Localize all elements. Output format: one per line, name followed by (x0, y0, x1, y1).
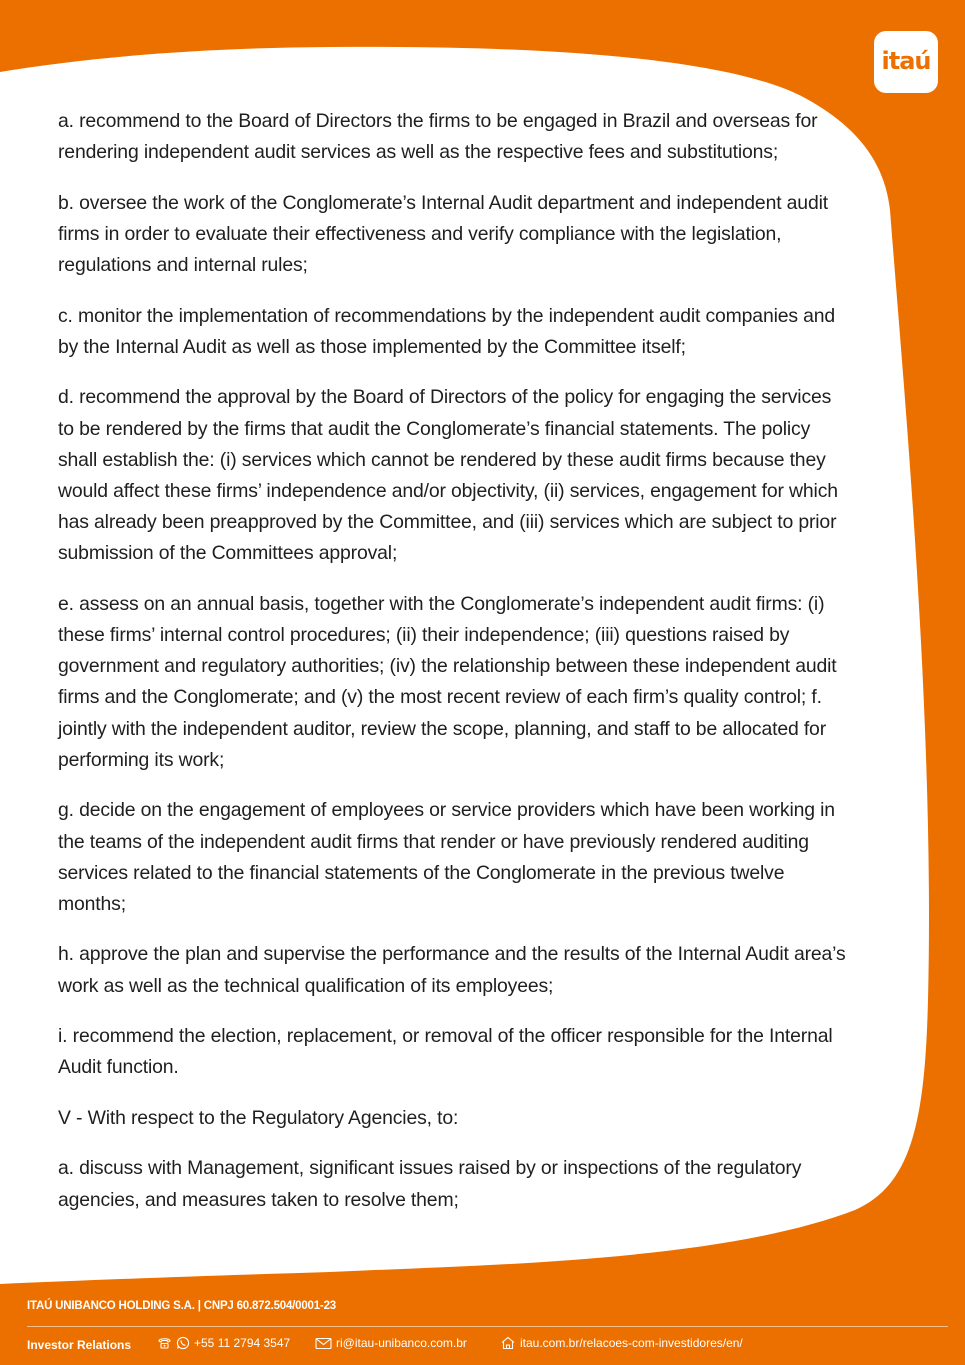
paragraph-a: a. recommend to the Board of Directors the firms to be engaged in Brazil and overseas for rendering independent audit services as well as the respective fees and substitutions; (58, 110, 818, 164)
footer-website[interactable] (500, 1334, 743, 1352)
paragraph-g: g. decide on the engagement of employees or service providers which have been working in the teams of the independent audit firms that render or have previously rendered auditing services related to the financial statements of the Conglomerate in the previous twelve months; (58, 799, 835, 915)
document-body (58, 106, 848, 1235)
footer-email[interactable] (315, 1334, 467, 1352)
mail-icon (315, 1337, 332, 1350)
footer-phone[interactable] (157, 1334, 290, 1352)
website-url: itau.com.br/relacoes-com-investidores/en/ (520, 1336, 743, 1350)
footer-divider (27, 1326, 948, 1327)
paragraph-b: b. oversee the work of the Conglomerate’s Internal Audit department and independent audit firms in order to evaluate their effectiveness and verify compliance with the legislation, regulations and internal rules; (58, 191, 828, 277)
footer-investor-relations: Investor Relations (27, 1338, 132, 1352)
section-heading-v: V - With respect to the Regulatory Agencies, to: (58, 1106, 459, 1129)
paragraph-h: h. approve the plan and supervise the performance and the results of the Internal Audit area’s work as well as the technical qualification of its employees; (58, 943, 846, 997)
whatsapp-icon (176, 1336, 190, 1350)
paragraph-c: c. monitor the implementation of recommendations by the independent audit companies and by the Internal Audit as well as those implemented by the Committee itself; (58, 304, 836, 358)
logo-text: itaú (881, 47, 931, 75)
paragraph-e: e. assess on an annual basis, together with the Conglomerate’s independent audit firms: (i) these firms’ internal control procedures; (ii) their independence; (iii) questions raised by government and regulatory authorities; (iv) the relationship between these independent audit firms and the Conglomerate; and (v) the most recent review of each firm’s quality control; f. jointly with the independent auditor, review the scope, planning, and staff to be allocated for performing its work; (58, 592, 837, 771)
phone-number: +55 11 2794 3547 (194, 1336, 291, 1350)
email-address: ri@itau-unibanco.com.br (336, 1336, 467, 1350)
home-icon (500, 1336, 516, 1350)
paragraph-v-a: a. discuss with Management, significant issues raised by or inspections of the regulatory agencies, and measures taken to resolve them; (58, 1157, 802, 1211)
phone-icon (157, 1336, 172, 1350)
paragraph-d: d. recommend the approval by the Board of Directors of the policy for engaging the services to be rendered by the firms that audit the Conglomerate’s financial statements. The policy shall establish the: (i) services which cannot be rendered by these audit firms because they would affect these firms’ independence and/or objectivity, (ii) services, engagement for which has already been preapproved by the Committee, and (iii) services which are subject to prior submission of the Committees approval; (58, 386, 838, 565)
footer-company: ITAÚ UNIBANCO HOLDING S.A. | CNPJ 60.872.504/0001-23 (27, 1300, 336, 1312)
paragraph-i: i. recommend the election, replacement, or removal of the officer responsible for the Internal Audit function. (58, 1025, 833, 1079)
itau-logo (874, 31, 938, 93)
